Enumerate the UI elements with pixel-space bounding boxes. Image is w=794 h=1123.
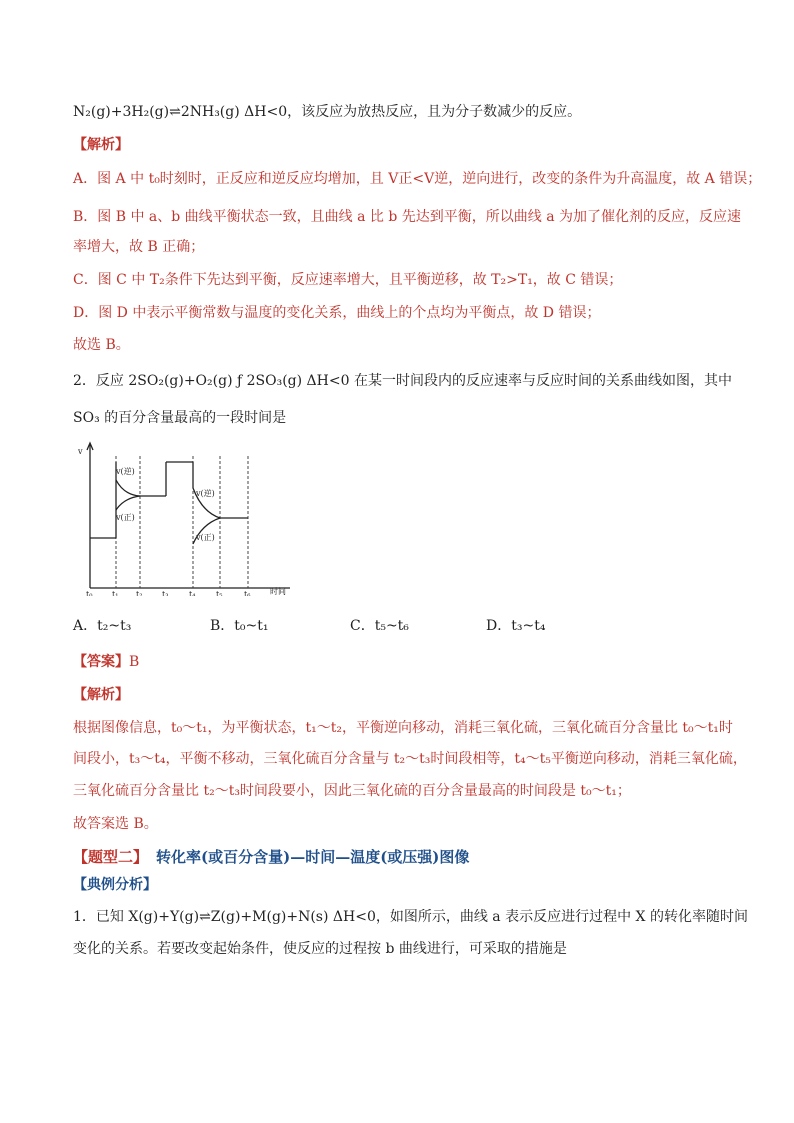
forward-rate-curve (116, 496, 140, 510)
option-b[interactable]: B．t₀~t₁ (210, 618, 269, 634)
curve-label: v(逆) (196, 489, 215, 498)
tick-label: t₄ (189, 590, 196, 596)
curve-label: v(逆) (116, 467, 135, 476)
tick-label: t₁ (112, 590, 119, 596)
time-gridlines (116, 456, 248, 588)
option-d[interactable]: D．t₃~t₄ (486, 618, 546, 634)
question3-text: 1．已知 X(g)+Y(g)⇌Z(g)+M(g)+N(s) ΔH<0，如图所示，曲线 a 表示反应进行过程中 X 的转化率随时间 (73, 909, 748, 925)
analysis-line: D．图 D 中表示平衡常数与温度的变化关系，曲线上的个点均为平衡点，故 D 错误； (73, 305, 601, 321)
rate-time-chart (72, 440, 294, 596)
tick-label: t₀ (86, 590, 93, 596)
tick-label: t₆ (244, 590, 251, 596)
analysis-tag: 【解析】 (73, 137, 129, 153)
analysis-line: A．图 A 中 t₀时刻时，正反应和逆反应均增加，且 V正<V逆，逆向进行，改变的条件为升高温度，故 A 错误； (73, 171, 762, 187)
answer-value: B (129, 654, 140, 670)
analysis-line: 间段小，t₃～t₄，平衡不移动，三氧化硫百分含量与 t₂～t₃时间段相等，t₄～t₅平衡逆向移动，消耗三氧化硫， (73, 751, 747, 767)
tick-label: t₃ (162, 590, 169, 596)
analysis-line: 三氧化硫百分含量比 t₂～t₃时间段要小，因此三氧化硫的百分含量最高的时间段是 t₀～t₁； (73, 783, 631, 799)
example-tag: 【典例分析】 (73, 877, 157, 893)
question2-text: SO₃ 的百分含量最高的一段时间是 (73, 410, 287, 426)
option-c[interactable]: C．t₅~t₆ (350, 618, 409, 634)
analysis-line: C．图 C 中 T₂条件下先达到平衡，反应速率增大，且平衡逆移，故 T₂>T₁，故 C 错误； (73, 272, 623, 288)
answer-tag: 【答案】 (73, 654, 129, 670)
question2-text: 2．反应 2SO₂(g)+O₂(g) ƒ 2SO₃(g) ΔH<0 在某一时间段内的反应速率与反应时间的关系曲线如图，其中 (73, 373, 732, 389)
question3-text: 变化的关系。若要改变起始条件，使反应的过程按 b 曲线进行，可采取的措施是 (73, 941, 567, 957)
x-axis-label: 时间 (270, 587, 286, 596)
section-title: 转化率(或百分含量)—时间—温度(或压强)图像 (156, 848, 470, 866)
analysis-line: 率增大，故 B 正确； (73, 239, 205, 255)
option-a[interactable]: A．t₂~t₃ (73, 618, 132, 634)
tick-label: t₅ (216, 590, 223, 596)
question1-tail: N₂(g)+3H₂(g)⇌2NH₃(g) ΔH<0，该反应为放热反应，且为分子数减少的反应。 (73, 104, 582, 120)
curve-label: v(正) (116, 513, 135, 522)
reverse-rate-curve (116, 480, 140, 496)
analysis-line: 故选 B。 (73, 337, 130, 353)
curve-label: v(正) (196, 533, 215, 542)
analysis-tag: 【解析】 (73, 687, 129, 703)
answer-line (73, 653, 139, 671)
tick-label: t₂ (136, 590, 143, 596)
section-heading (73, 848, 469, 866)
analysis-line: B．图 B 中 a、b 曲线平衡状态一致，且曲线 a 比 b 先达到平衡，所以曲线 a 为加了催化剂的反应，反应速 (73, 209, 742, 225)
analysis-line: 根据图像信息，t₀～t₁，为平衡状态，t₁～t₂，平衡逆向移动，消耗三氧化硫，三氧化硫百分含量比 t₀～t₁时 (73, 720, 733, 736)
section-tag: 【题型二】 (73, 848, 149, 866)
y-axis-label: v (78, 447, 83, 456)
analysis-line: 故答案选 B。 (73, 816, 158, 832)
